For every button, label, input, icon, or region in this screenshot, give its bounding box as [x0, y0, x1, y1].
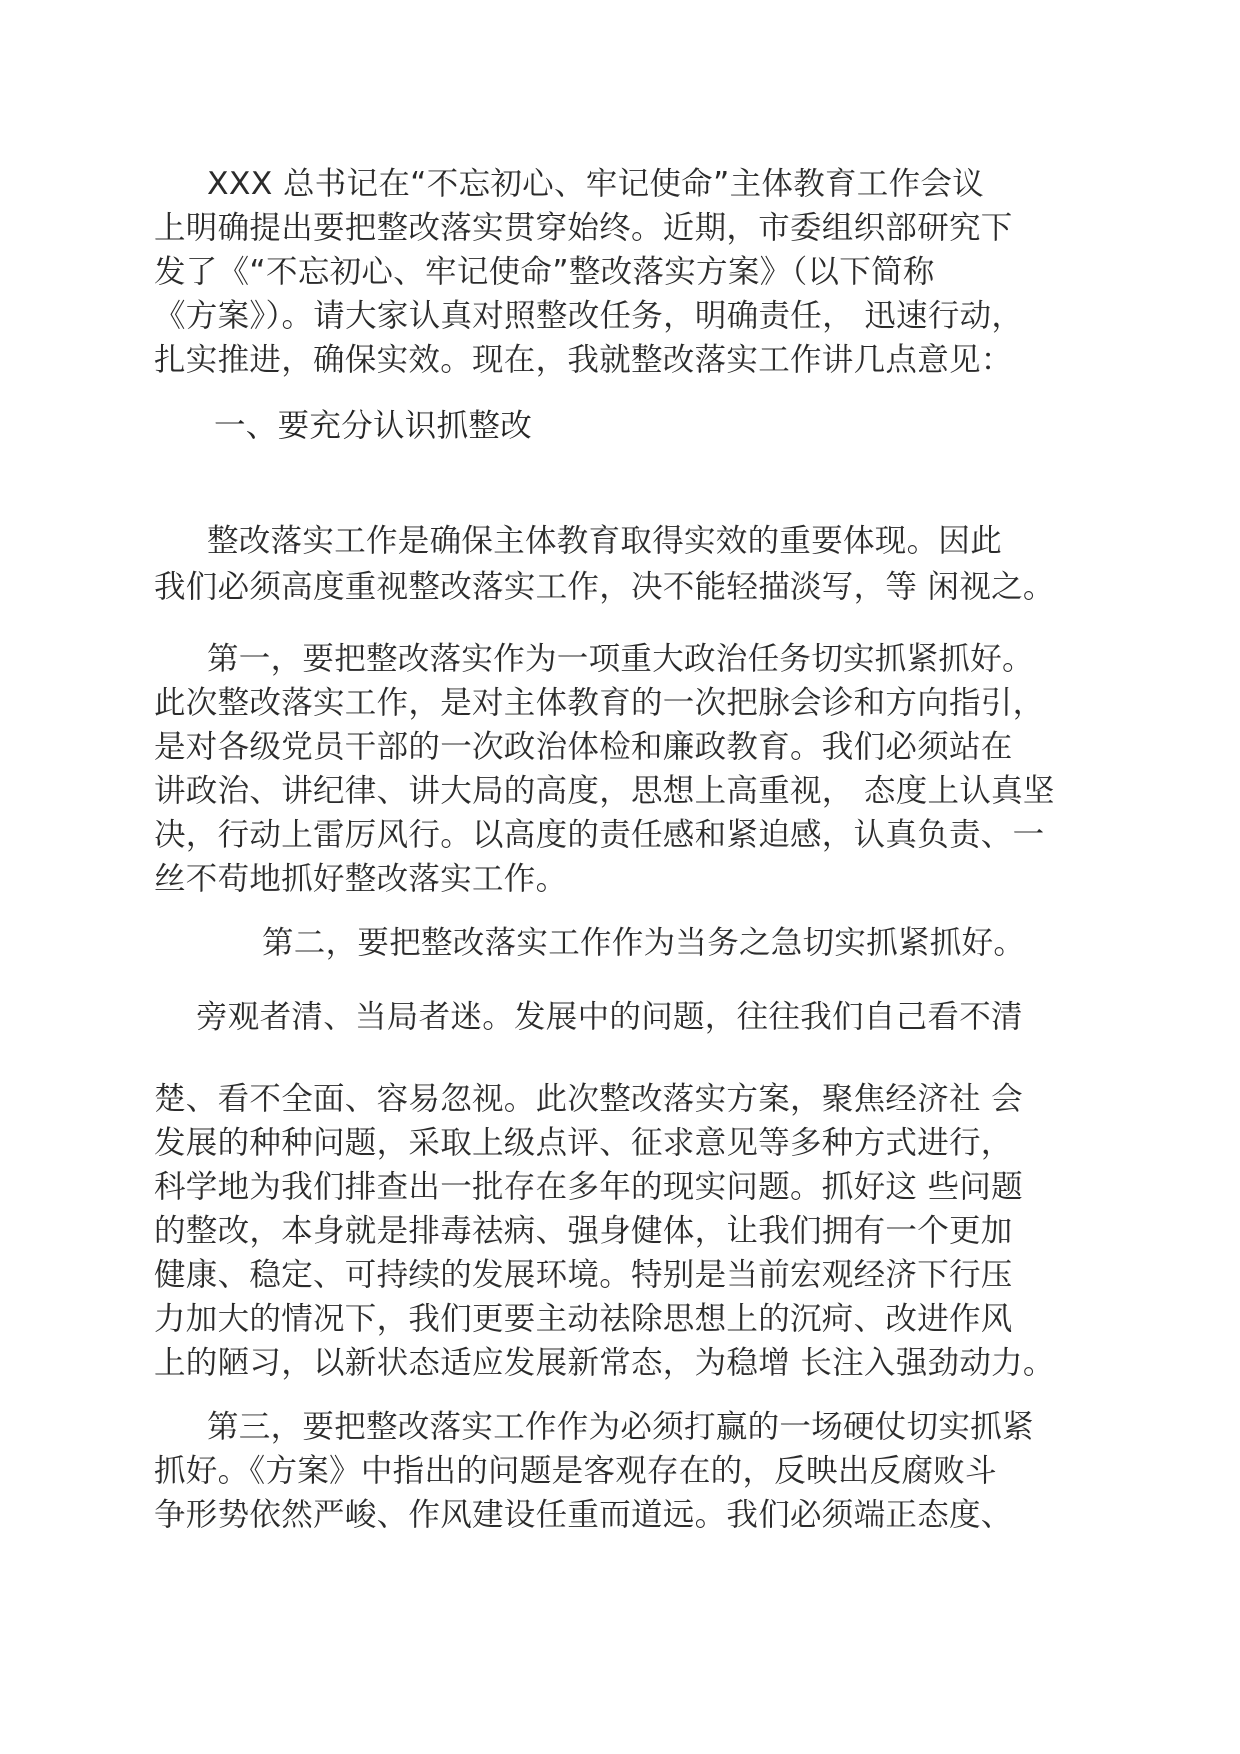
text-line: 第一，要把整改落实作为一项重大政治任务切实抓紧抓好。 [207, 641, 1034, 677]
text-line: 扎实推进，确保实效。现在，我就整改落实工作讲几点意见： [154, 342, 1013, 378]
text-line: 健康、稳定、可持续的发展环境。特别是当前宏观经济下行压 [154, 1257, 1013, 1293]
text-line: 发展的种种问题，采取上级点评、征求意见等多种方式进行， [154, 1125, 1013, 1161]
text-line: 第三，要把整改落实工作作为必须打赢的一场硬仗切实抓紧 [207, 1409, 1034, 1445]
text-line: 决，行动上雷厉风行。以高度的责任感和紧迫感，认真负责、一 [154, 817, 1045, 853]
text-line: 讲政治、讲纪律、讲大局的高度，思想上高重视， 态度上认真坚 [154, 773, 1055, 809]
text-line: 上的陋习，以新状态适应发展新常态，为稳增 长注入强劲动力。 [154, 1345, 1055, 1381]
text-line: 科学地为我们排查出一批存在多年的现实问题。抓好这 些问题 [154, 1169, 1023, 1205]
text-line: 发了《“不忘初心、牢记使命”整改落实方案》（以下简称 [154, 254, 935, 290]
text-line: 第二，要把整改落实工作作为当务之急切实抓紧抓好。 [262, 925, 1026, 961]
text-line: 旁观者清、当局者迷。发展中的问题，往往我们自己看不清 [196, 999, 1023, 1035]
text-line: 是对各级党员干部的一次政治体检和廉政教育。我们必须站在 [154, 729, 1013, 765]
text-line: 力加大的情况下，我们更要主动祛除思想上的沉疴、改进作风 [154, 1301, 1013, 1337]
text-line: 《方案》）。请大家认真对照整改任务，明确责任， 迅速行动， [154, 298, 1024, 334]
heading-text: 一、要充分认识抓整改 [214, 408, 533, 444]
text-line: 此次整改落实工作，是对主体教育的一次把脉会诊和方向指引， [154, 685, 1045, 721]
text-line: 我们必须高度重视整改落实工作，决不能轻描淡写，等 闲视之。 [154, 569, 1055, 605]
text-line: 上明确提出要把整改落实贯穿始终。近期，市委组织部研究下 [154, 210, 1013, 246]
text-line: XXX 总书记在“不忘初心、牢记使命”主体教育工作会议 [207, 166, 984, 202]
text-line: 丝不苟地抓好整改落实工作。 [154, 861, 568, 897]
text-line: 整改落实工作是确保主体教育取得实效的重要体现。因此 [207, 523, 1003, 559]
text-line: 抓好。《方案》中指出的问题是客观存在的，反映出反腐败斗 [154, 1453, 997, 1489]
text-line: 争形势依然严峻、作风建设任重而道远。我们必须端正态度、 [154, 1497, 1013, 1533]
text-line: 的整改，本身就是排毒祛病、强身健体，让我们拥有一个更加 [154, 1213, 1013, 1249]
text-line: 楚、看不全面、容易忽视。此次整改落实方案，聚焦经济社 会 [154, 1081, 1023, 1117]
